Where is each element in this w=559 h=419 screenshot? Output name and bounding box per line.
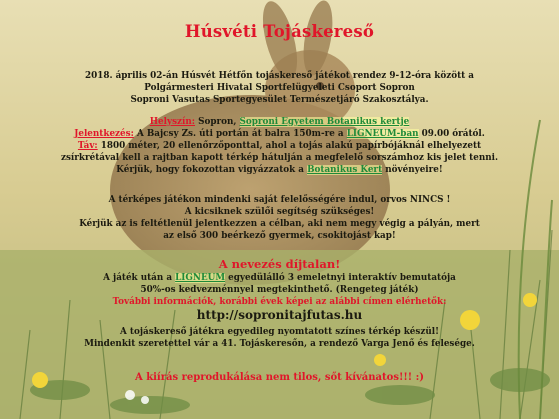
botanical-garden-link[interactable]: Botanikus Kert [307, 165, 383, 175]
more-info: További információk, korábbi évek képei az alábbi címen elérhetők: [112, 297, 447, 307]
venue-text: Sopron, [198, 117, 237, 127]
welcome-line: Mindenkit szeretettel vár a 41. Tojáskeresőn, a rendező Varga Jenő és felesége. [84, 339, 475, 349]
ligneum-link[interactable]: LIGNEUM-ban [346, 129, 419, 139]
registration-line [0, 129, 559, 140]
registration-text-b: 09.00 órától. [421, 129, 485, 139]
footer-note: A kiírás reprodukálása nem tilos, sőt kívánatos!!! :) [134, 372, 425, 383]
website-url[interactable]: http://sopronitajfutas.hu [196, 308, 363, 322]
rules-line-1: A térképes játékon mindenki saját felelősségére indul, orvos NINCS ! [108, 195, 451, 205]
ligneum-text-b: egyedülálló 3 emeletnyi interaktív bemutatója [228, 273, 456, 283]
registration-text-a: A Bajcsy Zs. úti portán át balra 150m-re a [136, 129, 344, 139]
distance-line-3 [0, 165, 559, 176]
intro-line-3: Soproni Vasutas Sportegyesület Természetjáró Szakosztálya. [130, 95, 429, 105]
venue-line [0, 117, 559, 128]
venue-label: Helyszín: [149, 117, 196, 127]
distance-label: Táv: [77, 141, 98, 151]
rules-line-2: A kicsiknek szülői segítség szükséges! [184, 207, 375, 217]
ligneum-text-a: A játék után a [103, 273, 173, 283]
venue-link[interactable]: Soproni Egyetem Botanikus kertje [239, 117, 410, 127]
free-entry: A nevezés díjtalan! [218, 257, 341, 271]
page-title: Húsvéti Tojáskereső [184, 22, 375, 41]
care-text-b: növényeire! [385, 165, 443, 175]
distance-line [0, 141, 559, 152]
registration-label: Jelentkezés: [74, 129, 134, 139]
ligneum-link-2[interactable]: LIGNEUM [175, 273, 226, 283]
map-note: A tojáskereső játékra egyedileg nyomtatott színes térkép készül! [120, 327, 439, 337]
distance-text: 1800 méter, 20 ellenőrzőponttal, ahol a tojás alakú papírbójáknál elhelyezett [100, 141, 482, 151]
distance-line-2: zsírkrétával kell a rajtban kapott térkép hátulján a megfelelő sorszámhoz kis jelet tenni. [60, 153, 499, 163]
intro-line-1: 2018. április 02-án Húsvét Hétfőn tojáskereső játékot rendez 9-12-óra között a [84, 71, 475, 81]
rules-line-3: Kérjük az is feltétlenül jelentkezzen a célban, aki nem megy végig a pályán, mert [79, 219, 480, 229]
intro-line-2: Polgármesteri Hivatal Sportfelügyeleti Csoport Sopron [144, 83, 415, 93]
ligneum-line-1 [0, 273, 559, 284]
ligneum-line-2: 50%-os kedvezménnyel megtekinthető. (Rengeteg játék) [140, 285, 419, 295]
rules-line-4: az első 300 beérkező gyermek, csokitojást kap! [163, 231, 396, 241]
care-text-a: Kérjük, hogy fokozottan vigyázzatok a [116, 165, 304, 175]
